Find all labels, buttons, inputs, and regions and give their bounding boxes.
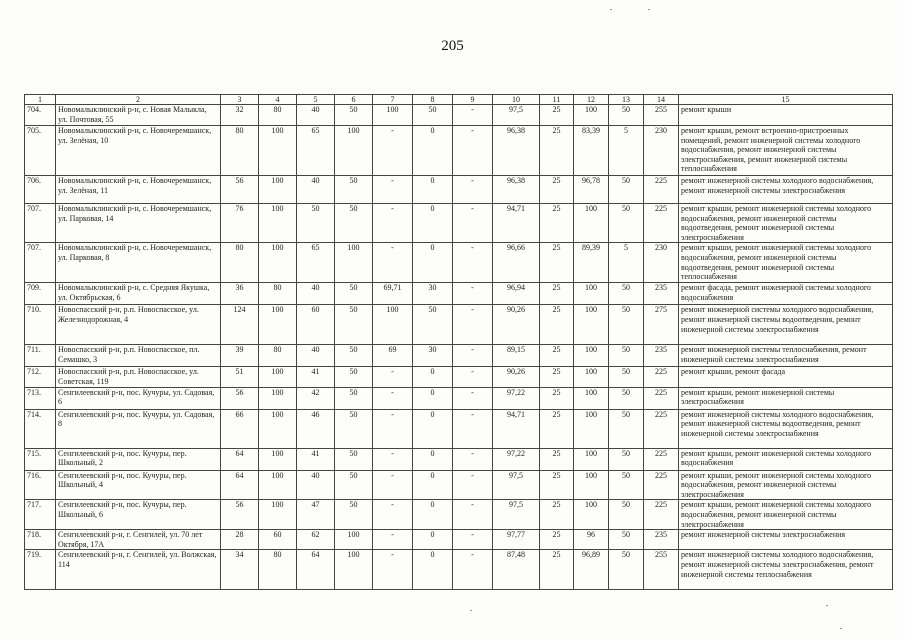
- total-score-cell: 275: [644, 305, 679, 345]
- col-3-cell: 56: [221, 176, 259, 204]
- total-score-cell: 225: [644, 500, 679, 530]
- work-types-cell: ремонт крыши, ремонт инженерной системы холодного водоснабжения, ремонт инженерной системы электроснабжения: [679, 470, 893, 500]
- col-13-cell: 50: [609, 345, 644, 367]
- col-9-cell: -: [453, 387, 493, 409]
- col-9-cell: -: [453, 176, 493, 204]
- column-number-1: 1: [25, 95, 56, 105]
- page-number: 205: [441, 38, 464, 54]
- col-11-cell: 25: [540, 105, 574, 126]
- address-cell: Новомалыклинский р-н, с. Средняя Якушка, ул. Октябрьская, 6: [56, 283, 221, 305]
- col-12-cell: 100: [574, 283, 609, 305]
- col-3-cell: 124: [221, 305, 259, 345]
- total-score-cell: 230: [644, 126, 679, 176]
- scan-speck: [648, 9, 650, 10]
- col-6-cell: 50: [335, 409, 373, 448]
- col-7-cell: -: [373, 126, 413, 176]
- col-8-cell: 0: [413, 448, 453, 470]
- col-6-cell: 50: [335, 387, 373, 409]
- col-10-cell: 94,71: [493, 409, 540, 448]
- col-6-cell: 50: [335, 105, 373, 126]
- col-3-cell: 32: [221, 105, 259, 126]
- col-6-cell: 100: [335, 530, 373, 550]
- col-3-cell: 56: [221, 500, 259, 530]
- col-6-cell: 50: [335, 283, 373, 305]
- column-number-11: 11: [540, 95, 574, 105]
- col-4-cell: 100: [259, 409, 297, 448]
- col-12-cell: 100: [574, 204, 609, 243]
- col-7-cell: -: [373, 500, 413, 530]
- col-8-cell: 0: [413, 204, 453, 243]
- col-13-cell: 5: [609, 126, 644, 176]
- col-3-cell: 34: [221, 550, 259, 590]
- col-12-cell: 100: [574, 470, 609, 500]
- col-5-cell: 47: [297, 500, 335, 530]
- table-row: [25, 204, 893, 243]
- table-row: [25, 409, 893, 448]
- col-6-cell: 50: [335, 470, 373, 500]
- col-13-cell: 50: [609, 550, 644, 590]
- total-score-cell: 230: [644, 243, 679, 283]
- column-number-15: 15: [679, 95, 893, 105]
- col-4-cell: 100: [259, 500, 297, 530]
- col-5-cell: 41: [297, 448, 335, 470]
- table-row: [25, 305, 893, 345]
- col-9-cell: -: [453, 243, 493, 283]
- col-4-cell: 60: [259, 530, 297, 550]
- column-number-12: 12: [574, 95, 609, 105]
- col-8-cell: 0: [413, 530, 453, 550]
- row-number-cell: 704.: [25, 105, 56, 126]
- col-12-cell: 100: [574, 345, 609, 367]
- col-13-cell: 50: [609, 448, 644, 470]
- column-number-8: 8: [413, 95, 453, 105]
- column-number-row: [25, 95, 893, 105]
- scan-speck: [470, 610, 472, 611]
- col-9-cell: -: [453, 204, 493, 243]
- scan-speck: [826, 605, 828, 606]
- table-row: [25, 470, 893, 500]
- col-6-cell: 100: [335, 243, 373, 283]
- col-4-cell: 100: [259, 176, 297, 204]
- col-5-cell: 62: [297, 530, 335, 550]
- row-number-cell: 707.: [25, 204, 56, 243]
- col-13-cell: 50: [609, 367, 644, 387]
- col-7-cell: 100: [373, 305, 413, 345]
- col-13-cell: 50: [609, 530, 644, 550]
- work-types-cell: ремонт крыши: [679, 105, 893, 126]
- column-number-13: 13: [609, 95, 644, 105]
- col-8-cell: 0: [413, 126, 453, 176]
- col-5-cell: 42: [297, 387, 335, 409]
- work-types-cell: ремонт крыши, ремонт встроенно-пристроенных помещений, ремонт инженерной системы холодного водоснабжения, ремонт инженерной системы электроснабжения, ремонт инженерной системы теплоснабжения: [679, 126, 893, 176]
- table-row: [25, 550, 893, 590]
- col-9-cell: -: [453, 550, 493, 590]
- row-number-cell: 709.: [25, 283, 56, 305]
- col-11-cell: 25: [540, 305, 574, 345]
- column-number-2: 2: [56, 95, 221, 105]
- col-10-cell: 96,38: [493, 176, 540, 204]
- col-13-cell: 50: [609, 305, 644, 345]
- table-body: [25, 105, 893, 590]
- col-7-cell: 69,71: [373, 283, 413, 305]
- col-9-cell: -: [453, 305, 493, 345]
- col-7-cell: -: [373, 176, 413, 204]
- col-4-cell: 100: [259, 367, 297, 387]
- col-6-cell: 50: [335, 176, 373, 204]
- row-number-cell: 713.: [25, 387, 56, 409]
- col-8-cell: 50: [413, 105, 453, 126]
- col-13-cell: 50: [609, 105, 644, 126]
- total-score-cell: 225: [644, 204, 679, 243]
- col-10-cell: 90,26: [493, 305, 540, 345]
- total-score-cell: 235: [644, 283, 679, 305]
- total-score-cell: 235: [644, 345, 679, 367]
- col-10-cell: 89,15: [493, 345, 540, 367]
- col-3-cell: 80: [221, 243, 259, 283]
- col-4-cell: 100: [259, 387, 297, 409]
- col-8-cell: 0: [413, 387, 453, 409]
- column-number-14: 14: [644, 95, 679, 105]
- col-7-cell: -: [373, 387, 413, 409]
- col-3-cell: 36: [221, 283, 259, 305]
- col-5-cell: 50: [297, 204, 335, 243]
- col-8-cell: 0: [413, 550, 453, 590]
- col-8-cell: 0: [413, 176, 453, 204]
- col-13-cell: 50: [609, 176, 644, 204]
- col-3-cell: 64: [221, 470, 259, 500]
- col-13-cell: 50: [609, 470, 644, 500]
- col-6-cell: 50: [335, 448, 373, 470]
- column-number-5: 5: [297, 95, 335, 105]
- col-8-cell: 50: [413, 305, 453, 345]
- total-score-cell: 235: [644, 530, 679, 550]
- col-4-cell: 100: [259, 204, 297, 243]
- col-5-cell: 41: [297, 367, 335, 387]
- col-11-cell: 25: [540, 470, 574, 500]
- table-row: [25, 243, 893, 283]
- work-types-cell: ремонт фасада, ремонт инженерной системы холодного водоснабжения: [679, 283, 893, 305]
- col-11-cell: 25: [540, 550, 574, 590]
- table-row: [25, 500, 893, 530]
- col-6-cell: 50: [335, 500, 373, 530]
- col-13-cell: 50: [609, 500, 644, 530]
- table-row: [25, 387, 893, 409]
- row-number-cell: 718.: [25, 530, 56, 550]
- col-7-cell: -: [373, 367, 413, 387]
- table-row: [25, 176, 893, 204]
- col-10-cell: 87,48: [493, 550, 540, 590]
- col-7-cell: -: [373, 448, 413, 470]
- table-row: [25, 105, 893, 126]
- address-cell: Сенгилеевский р-н, пос. Кучуры, пер. Школьный, 6: [56, 500, 221, 530]
- address-cell: Новомалыклинский р-н, с. Новая Малыкла, ул. Почтовая, 55: [56, 105, 221, 126]
- col-11-cell: 25: [540, 176, 574, 204]
- col-3-cell: 51: [221, 367, 259, 387]
- col-13-cell: 50: [609, 387, 644, 409]
- col-4-cell: 80: [259, 105, 297, 126]
- col-4-cell: 100: [259, 305, 297, 345]
- col-5-cell: 40: [297, 283, 335, 305]
- total-score-cell: 225: [644, 409, 679, 448]
- col-7-cell: -: [373, 530, 413, 550]
- address-cell: Сенгилеевский р-н, пос. Кучуры, ул. Садовая, 8: [56, 409, 221, 448]
- col-12-cell: 89,39: [574, 243, 609, 283]
- address-cell: Новомалыклинский р-н, с. Новочеремшанск, ул. Парковая, 8: [56, 243, 221, 283]
- col-8-cell: 0: [413, 409, 453, 448]
- col-6-cell: 50: [335, 305, 373, 345]
- col-12-cell: 100: [574, 105, 609, 126]
- col-12-cell: 96,89: [574, 550, 609, 590]
- address-cell: Новоспасский р-н, р.п. Новоспасское, ул. Железнодорожная, 4: [56, 305, 221, 345]
- col-10-cell: 97,22: [493, 448, 540, 470]
- col-8-cell: 0: [413, 500, 453, 530]
- address-cell: Сенгилеевский р-н, г. Сенгилей, ул. 70 лет Октября, 17А: [56, 530, 221, 550]
- table-row: [25, 283, 893, 305]
- col-8-cell: 0: [413, 470, 453, 500]
- col-4-cell: 100: [259, 243, 297, 283]
- work-types-cell: ремонт инженерной системы холодного водоснабжения, ремонт инженерной системы водоотведения, ремонт инженерной системы электроснабжения: [679, 305, 893, 345]
- col-12-cell: 100: [574, 305, 609, 345]
- work-types-cell: ремонт крыши, ремонт инженерной системы холодного водоснабжения, ремонт инженерной системы водоотведения, ремонт инженерной системы электроснабжения: [679, 204, 893, 243]
- col-7-cell: -: [373, 550, 413, 590]
- total-score-cell: 255: [644, 550, 679, 590]
- table-row: [25, 448, 893, 470]
- col-10-cell: 97,22: [493, 387, 540, 409]
- row-number-cell: 707.: [25, 243, 56, 283]
- col-11-cell: 25: [540, 204, 574, 243]
- col-11-cell: 25: [540, 448, 574, 470]
- address-cell: Сенгилеевский р-н, пос. Кучуры, пер. Школьный, 2: [56, 448, 221, 470]
- address-cell: Новоспасский р-н, р.п. Новоспасское, пл. Семашко, 3: [56, 345, 221, 367]
- work-types-cell: ремонт крыши, ремонт фасада: [679, 367, 893, 387]
- col-10-cell: 97,5: [493, 470, 540, 500]
- col-12-cell: 96: [574, 530, 609, 550]
- total-score-cell: 225: [644, 470, 679, 500]
- work-types-cell: ремонт инженерной системы теплоснабжения, ремонт инженерной системы электроснабжения: [679, 345, 893, 367]
- col-9-cell: -: [453, 500, 493, 530]
- col-13-cell: 50: [609, 409, 644, 448]
- row-number-cell: 716.: [25, 470, 56, 500]
- row-number-cell: 714.: [25, 409, 56, 448]
- col-11-cell: 25: [540, 283, 574, 305]
- col-9-cell: -: [453, 126, 493, 176]
- col-8-cell: 0: [413, 367, 453, 387]
- col-6-cell: 50: [335, 367, 373, 387]
- row-number-cell: 705.: [25, 126, 56, 176]
- col-10-cell: 96,94: [493, 283, 540, 305]
- address-cell: Новомалыклинский р-н, с. Новочеремшанск, ул. Парковая, 14: [56, 204, 221, 243]
- col-10-cell: 97,77: [493, 530, 540, 550]
- work-types-cell: ремонт инженерной системы холодного водоснабжения, ремонт инженерной системы электроснабжения: [679, 176, 893, 204]
- col-3-cell: 76: [221, 204, 259, 243]
- col-8-cell: 0: [413, 243, 453, 283]
- col-3-cell: 56: [221, 387, 259, 409]
- address-cell: Сенгилеевский р-н, пос. Кучуры, ул. Садовая, 6: [56, 387, 221, 409]
- address-cell: Сенгилеевский р-н, пос. Кучуры, пер. Школьный, 4: [56, 470, 221, 500]
- col-9-cell: -: [453, 345, 493, 367]
- address-cell: Сенгилеевский р-н, г. Сенгилей, ул. Волжская, 114: [56, 550, 221, 590]
- work-types-cell: ремонт крыши, ремонт инженерной системы холодного водоснабжения, ремонт инженерной системы электроснабжения: [679, 500, 893, 530]
- scan-speck: [840, 628, 842, 629]
- col-3-cell: 28: [221, 530, 259, 550]
- col-9-cell: -: [453, 530, 493, 550]
- col-11-cell: 25: [540, 367, 574, 387]
- col-12-cell: 96,78: [574, 176, 609, 204]
- work-types-cell: ремонт инженерной системы холодного водоснабжения, ремонт инженерной системы водоотведения, ремонт инженерной системы электроснабжения: [679, 409, 893, 448]
- address-cell: Новоспасский р-н, р.п. Новоспасское, ул. Советская, 119: [56, 367, 221, 387]
- col-12-cell: 100: [574, 500, 609, 530]
- col-7-cell: 100: [373, 105, 413, 126]
- col-6-cell: 50: [335, 204, 373, 243]
- col-11-cell: 25: [540, 387, 574, 409]
- col-4-cell: 80: [259, 283, 297, 305]
- col-7-cell: -: [373, 243, 413, 283]
- work-types-cell: ремонт крыши, ремонт инженерной системы электроснабжения: [679, 387, 893, 409]
- col-5-cell: 65: [297, 243, 335, 283]
- col-7-cell: 69: [373, 345, 413, 367]
- address-cell: Новомалыклинский р-н, с. Новочеремшанск, ул. Зелёная, 11: [56, 176, 221, 204]
- row-number-cell: 715.: [25, 448, 56, 470]
- col-11-cell: 25: [540, 409, 574, 448]
- col-11-cell: 25: [540, 126, 574, 176]
- col-3-cell: 66: [221, 409, 259, 448]
- row-number-cell: 710.: [25, 305, 56, 345]
- col-12-cell: 83,39: [574, 126, 609, 176]
- col-5-cell: 40: [297, 105, 335, 126]
- col-4-cell: 100: [259, 126, 297, 176]
- col-3-cell: 64: [221, 448, 259, 470]
- col-9-cell: -: [453, 283, 493, 305]
- col-11-cell: 25: [540, 500, 574, 530]
- total-score-cell: 225: [644, 387, 679, 409]
- column-number-4: 4: [259, 95, 297, 105]
- col-5-cell: 40: [297, 470, 335, 500]
- col-6-cell: 100: [335, 126, 373, 176]
- col-6-cell: 100: [335, 550, 373, 590]
- col-11-cell: 25: [540, 530, 574, 550]
- row-number-cell: 706.: [25, 176, 56, 204]
- table-row: [25, 367, 893, 387]
- col-12-cell: 100: [574, 387, 609, 409]
- col-9-cell: -: [453, 367, 493, 387]
- col-13-cell: 50: [609, 204, 644, 243]
- column-number-3: 3: [221, 95, 259, 105]
- col-7-cell: -: [373, 409, 413, 448]
- column-number-6: 6: [335, 95, 373, 105]
- col-10-cell: 97,5: [493, 500, 540, 530]
- col-6-cell: 50: [335, 345, 373, 367]
- column-number-10: 10: [493, 95, 540, 105]
- col-4-cell: 80: [259, 550, 297, 590]
- total-score-cell: 225: [644, 448, 679, 470]
- total-score-cell: 225: [644, 176, 679, 204]
- repair-register-table: [24, 94, 893, 590]
- col-5-cell: 40: [297, 176, 335, 204]
- row-number-cell: 711.: [25, 345, 56, 367]
- col-5-cell: 65: [297, 126, 335, 176]
- col-5-cell: 64: [297, 550, 335, 590]
- col-5-cell: 46: [297, 409, 335, 448]
- col-3-cell: 39: [221, 345, 259, 367]
- col-10-cell: 90,26: [493, 367, 540, 387]
- col-5-cell: 40: [297, 345, 335, 367]
- total-score-cell: 255: [644, 105, 679, 126]
- col-4-cell: 100: [259, 448, 297, 470]
- col-4-cell: 80: [259, 345, 297, 367]
- col-7-cell: -: [373, 470, 413, 500]
- col-9-cell: -: [453, 470, 493, 500]
- col-5-cell: 60: [297, 305, 335, 345]
- row-number-cell: 712.: [25, 367, 56, 387]
- work-types-cell: ремонт инженерной системы электроснабжения: [679, 530, 893, 550]
- table-row: [25, 345, 893, 367]
- col-8-cell: 30: [413, 283, 453, 305]
- work-types-cell: ремонт крыши, ремонт инженерной системы холодного водоснабжения, ремонт инженерной системы водоотведения, ремонт инженерной системы теплоснабжения: [679, 243, 893, 283]
- col-9-cell: -: [453, 105, 493, 126]
- address-cell: Новомалыклинский р-н, с. Новочеремшанск, ул. Зелёная, 10: [56, 126, 221, 176]
- row-number-cell: 719.: [25, 550, 56, 590]
- col-13-cell: 5: [609, 243, 644, 283]
- work-types-cell: ремонт инженерной системы холодного водоснабжения, ремонт инженерной системы электроснабжения, ремонт инженерной системы теплоснабжения: [679, 550, 893, 590]
- col-4-cell: 100: [259, 470, 297, 500]
- col-10-cell: 97,5: [493, 105, 540, 126]
- col-9-cell: -: [453, 448, 493, 470]
- col-11-cell: 25: [540, 243, 574, 283]
- table-row: [25, 126, 893, 176]
- col-10-cell: 96,38: [493, 126, 540, 176]
- col-8-cell: 30: [413, 345, 453, 367]
- col-7-cell: -: [373, 204, 413, 243]
- column-number-9: 9: [453, 95, 493, 105]
- col-12-cell: 100: [574, 409, 609, 448]
- work-types-cell: ремонт крыши, ремонт инженерной системы холодного водоснабжения: [679, 448, 893, 470]
- col-10-cell: 96,66: [493, 243, 540, 283]
- table-row: [25, 530, 893, 550]
- col-11-cell: 25: [540, 345, 574, 367]
- col-12-cell: 100: [574, 448, 609, 470]
- scan-speck: [610, 9, 612, 10]
- col-12-cell: 100: [574, 367, 609, 387]
- column-number-7: 7: [373, 95, 413, 105]
- col-10-cell: 94,71: [493, 204, 540, 243]
- row-number-cell: 717.: [25, 500, 56, 530]
- col-13-cell: 50: [609, 283, 644, 305]
- total-score-cell: 225: [644, 367, 679, 387]
- col-3-cell: 80: [221, 126, 259, 176]
- col-9-cell: -: [453, 409, 493, 448]
